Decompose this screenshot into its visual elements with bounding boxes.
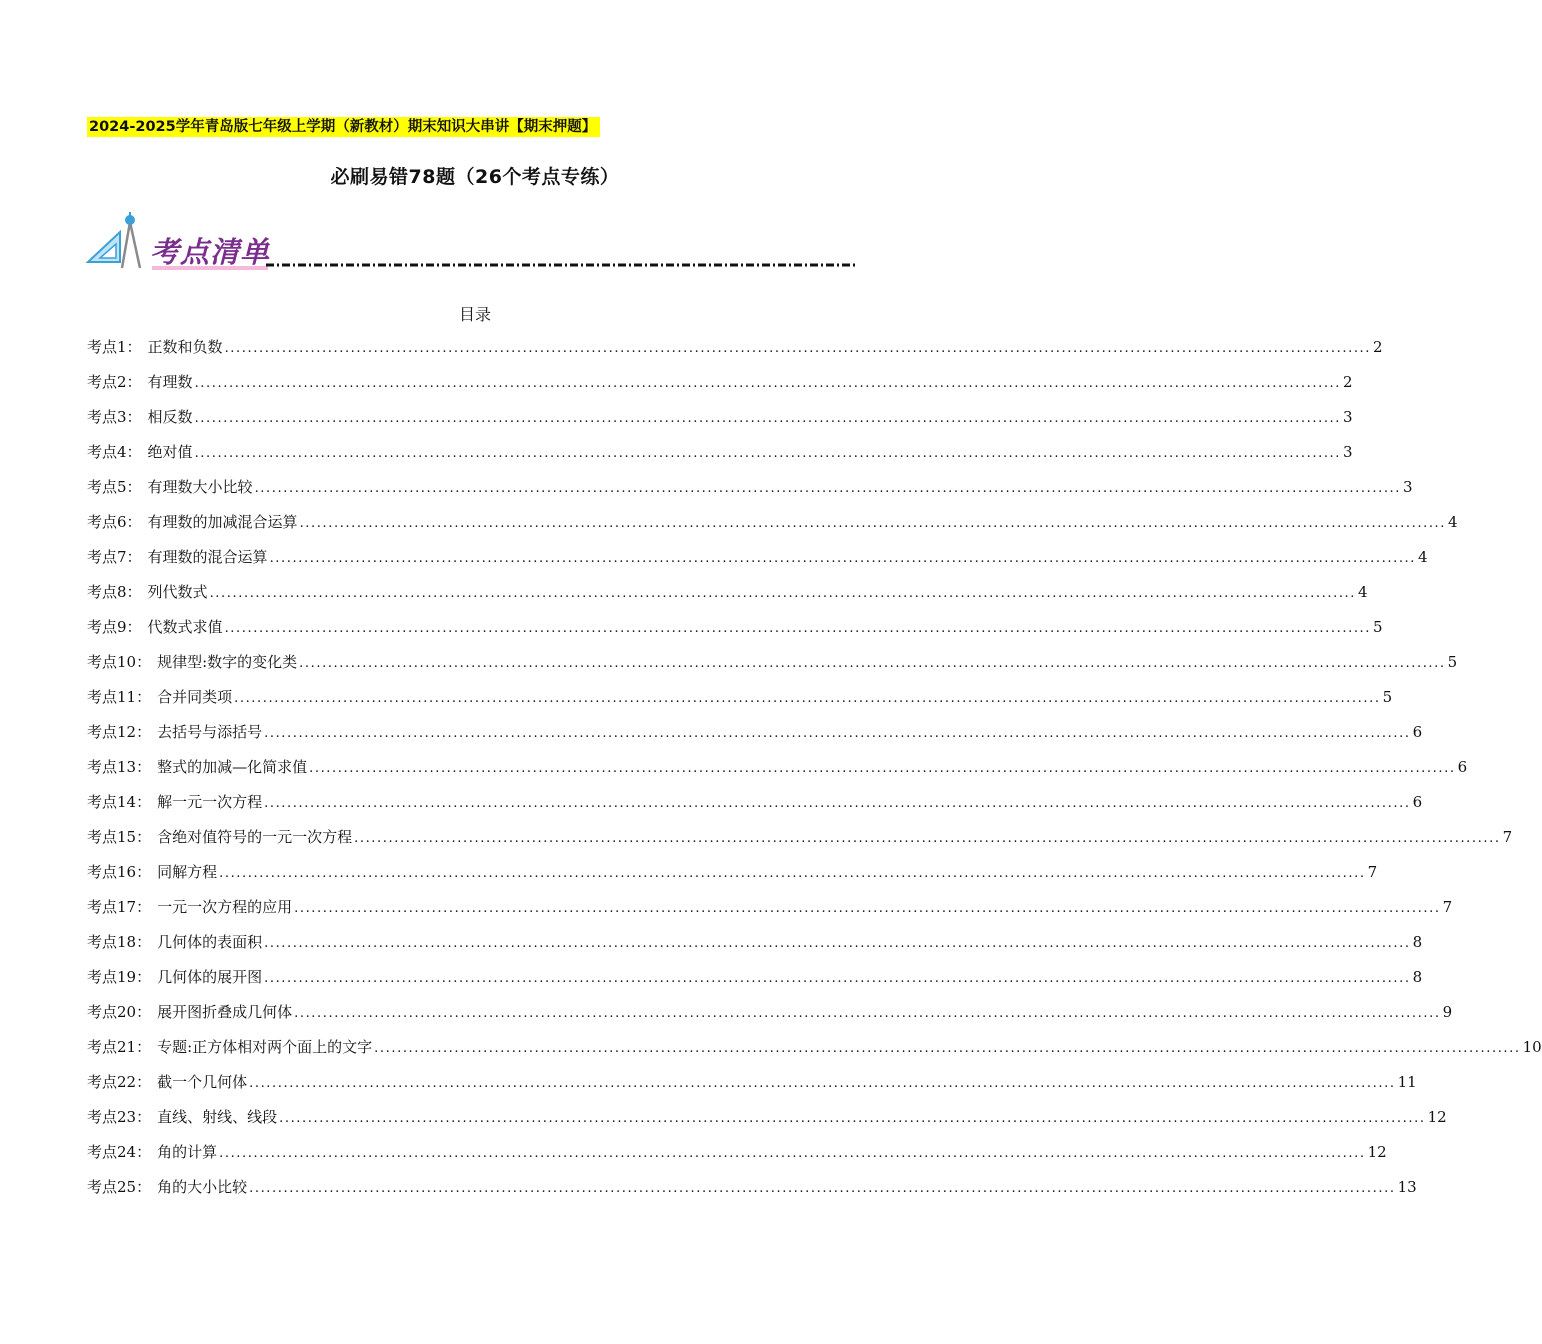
toc-entry-label: 考点21： [87,1038,152,1056]
toc-entry-title: 合并同类项 [157,688,233,706]
toc-entry-title: 有理数的加减混合运算 [147,513,298,531]
toc-entry-title: 含绝对值符号的一元一次方程 [157,828,353,846]
toc-entry-label: 考点8： [87,583,142,601]
toc-entry[interactable] [87,826,1513,861]
toc-entry-title: 规律型:数字的变化类 [157,653,298,671]
toc-entry-label: 考点12： [87,723,152,741]
toc-entry-label: 考点19： [87,968,152,986]
toc-entry-page: 5 [1382,688,1393,706]
toc-entry-title: 有理数 [147,373,193,391]
toc-entry[interactable] [87,1071,1417,1106]
toc-entry-title: 解一元一次方程 [157,793,263,811]
toc-leader-dots: ........................................................................................................................................................................................................ [354,831,1501,846]
document-series-line: 2024-2025学年青岛版七年级上学期（新教材）期末知识大串讲【期末押题】 [87,117,600,137]
section-banner [86,210,856,276]
toc-entry-label: 考点18： [87,933,152,951]
toc-entry-title: 几何体的表面积 [157,933,263,951]
toc-entry-title: 展开图折叠成几何体 [157,1003,293,1021]
toc-entry-page: 3 [1403,478,1413,496]
toc-entry-title: 相反数 [147,408,193,426]
toc-entry-page: 7 [1442,898,1453,916]
toc-leader-dots: ........................................................................................................................................................................................................ [254,481,1402,496]
toc-entry[interactable] [87,581,1368,616]
toc-entry-label: 考点4： [87,443,142,461]
toc-entry[interactable] [87,1036,1542,1071]
toc-entry[interactable] [87,1176,1417,1211]
toc-entry-label: 考点15： [87,828,152,846]
geometry-tools-icon [86,212,148,274]
toc-entry-label: 考点1： [87,338,142,356]
toc-entry-label: 考点5： [87,478,142,496]
toc-entry[interactable] [87,966,1423,1001]
toc-entry-title: 几何体的展开图 [157,968,263,986]
toc-entry-title: 角的大小比较 [157,1178,248,1196]
toc-entry-title: 去括号与添括号 [157,723,263,741]
toc-entry[interactable] [87,406,1353,441]
toc-entry-title: 整式的加减—化简求值 [157,758,308,776]
toc-leader-dots: ........................................................................................................................................................................................................ [279,1111,1426,1126]
toc-entry-page: 11 [1397,1073,1417,1091]
toc-entry-label: 考点11： [87,688,152,706]
toc-entry-title: 一元一次方程的应用 [157,898,293,916]
toc-entry-title: 有理数大小比较 [147,478,253,496]
toc-entry-label: 考点17： [87,898,152,916]
toc-entry-title: 列代数式 [147,583,208,601]
toc-entry[interactable] [87,931,1423,966]
toc-entry-label: 考点7： [87,548,142,566]
toc-leader-dots: ........................................................................................................................................................................................................ [194,446,1342,461]
toc-leader-dots: ........................................................................................................................................................................................................ [219,866,1366,881]
toc-entry-page: 8 [1412,968,1423,986]
toc-entry-page: 4 [1358,583,1368,601]
toc-entry[interactable] [87,1106,1447,1141]
toc-entry-page: 13 [1397,1178,1417,1196]
toc-entry-page: 12 [1427,1108,1447,1126]
toc-entry-label: 考点16： [87,863,152,881]
toc-entry[interactable] [87,476,1413,511]
banner-label: 考点清单 [150,230,270,271]
toc-leader-dots: ........................................................................................................................................................................................................ [294,1006,1441,1021]
toc-entry[interactable] [87,616,1383,651]
toc-entry[interactable] [87,721,1423,756]
table-of-contents [87,336,1542,1211]
toc-entry[interactable] [87,371,1353,406]
toc-leader-dots: ........................................................................................................................................................................................................ [264,796,1411,811]
toc-entry-page: 12 [1367,1143,1387,1161]
toc-entry-label: 考点10： [87,653,152,671]
toc-entry[interactable] [87,791,1423,826]
toc-entry[interactable] [87,651,1458,686]
toc-entry-title: 直线、射线、线段 [157,1108,278,1126]
toc-leader-dots: ........................................................................................................................................................................................................ [219,1146,1366,1161]
toc-entry-page: 2 [1373,338,1383,356]
toc-leader-dots: ........................................................................................................................................................................................................ [269,551,1417,566]
toc-entry[interactable] [87,896,1453,931]
toc-leader-dots: ........................................................................................................................................................................................................ [249,1076,1396,1091]
toc-entry-page: 3 [1343,443,1353,461]
toc-entry-title: 有理数的混合运算 [147,548,268,566]
toc-entry-title: 截一个几何体 [157,1073,248,1091]
toc-leader-dots: ........................................................................................................................................................................................................ [264,971,1411,986]
toc-entry-label: 考点6： [87,513,142,531]
toc-entry-page: 7 [1502,828,1513,846]
toc-entry-label: 考点13： [87,758,152,776]
toc-leader-dots: ........................................................................................................................................................................................................ [264,726,1411,741]
toc-leader-dots: ........................................................................................................................................................................................................ [224,341,1372,356]
toc-entry[interactable] [87,441,1353,476]
toc-entry[interactable] [87,861,1378,896]
toc-leader-dots: ........................................................................................................................................................................................................ [374,1041,1521,1056]
toc-entry-page: 4 [1418,548,1428,566]
toc-leader-dots: ........................................................................................................................................................................................................ [294,901,1441,916]
toc-entry-page: 2 [1343,373,1353,391]
toc-entry[interactable] [87,1001,1453,1036]
document-title: 必刷易错78题（26个考点专练） [330,166,620,188]
toc-entry-label: 考点23： [87,1108,152,1126]
toc-entry[interactable] [87,546,1428,581]
toc-entry-title: 角的计算 [157,1143,218,1161]
toc-leader-dots: ........................................................................................................................................................................................................ [209,586,1357,601]
toc-entry-label: 考点20： [87,1003,152,1021]
toc-entry[interactable] [87,756,1468,791]
toc-leader-dots: ........................................................................................................................................................................................................ [194,376,1342,391]
toc-leader-dots: ........................................................................................................................................................................................................ [249,1181,1396,1196]
toc-leader-dots: ........................................................................................................................................................................................................ [234,691,1381,706]
toc-entry[interactable] [87,336,1383,371]
toc-entry-label: 考点9： [87,618,142,636]
toc-entry-title: 绝对值 [147,443,193,461]
toc-entry-title: 同解方程 [157,863,218,881]
toc-entry-label: 考点2： [87,373,142,391]
toc-entry-page: 3 [1343,408,1353,426]
toc-leader-dots: ........................................................................................................................................................................................................ [194,411,1342,426]
banner-dashed-rule [266,262,856,268]
toc-entry[interactable] [87,1141,1387,1176]
toc-entry-page: 5 [1373,618,1383,636]
toc-entry-page: 7 [1367,863,1378,881]
toc-entry-page: 6 [1412,723,1423,741]
toc-entry[interactable] [87,686,1393,721]
toc-entry-label: 考点22： [87,1073,152,1091]
toc-entry-title: 专题:正方体相对两个面上的文字 [157,1038,373,1056]
toc-entry-title: 正数和负数 [147,338,223,356]
toc-entry-page: 5 [1447,653,1458,671]
toc-entry-page: 4 [1448,513,1458,531]
toc-leader-dots: ........................................................................................................................................................................................................ [264,936,1411,951]
toc-entry-page: 6 [1457,758,1468,776]
toc-entry-label: 考点3： [87,408,142,426]
toc-leader-dots: ........................................................................................................................................................................................................ [309,761,1456,776]
toc-leader-dots: ........................................................................................................................................................................................................ [299,656,1446,671]
toc-entry-label: 考点24： [87,1143,152,1161]
toc-entry-page: 10 [1522,1038,1542,1056]
toc-entry-label: 考点25： [87,1178,152,1196]
toc-leader-dots: ........................................................................................................................................................................................................ [299,516,1447,531]
toc-entry-label: 考点14： [87,793,152,811]
toc-entry-page: 9 [1442,1003,1453,1021]
toc-entry[interactable] [87,511,1458,546]
toc-entry-page: 8 [1412,933,1423,951]
toc-leader-dots: ........................................................................................................................................................................................................ [224,621,1372,636]
toc-entry-page: 6 [1412,793,1423,811]
toc-entry-title: 代数式求值 [147,618,223,636]
toc-heading: 目录 [458,305,491,324]
